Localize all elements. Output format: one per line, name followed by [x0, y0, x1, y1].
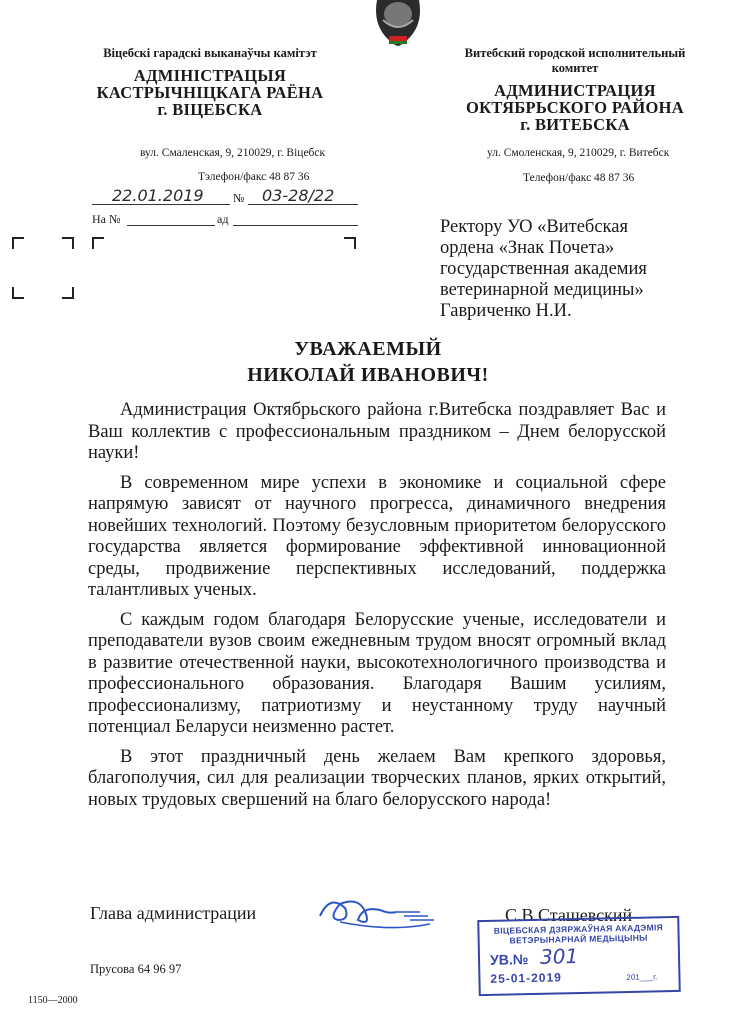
- from-underline: [233, 225, 358, 226]
- corner-mark-bottom-left-1: [12, 287, 24, 299]
- stamp-year-suffix: 201___г.: [626, 972, 658, 983]
- coat-of-arms-emblem: [369, 0, 427, 48]
- body-paragraph-4: В этот праздничный день желаем Вам крепкого здоровья, благополучия, сил для реализации творческих планов, ярких открытий, новых трудовых свершений на благо белорусского народа!: [88, 746, 666, 810]
- salutation-line2: НИКОЛАЙ ИВАНОВИЧ!: [247, 364, 489, 386]
- stamp-number-label: УВ.№: [489, 951, 529, 968]
- date-underline: [92, 204, 230, 205]
- registration-stamp: [477, 916, 681, 996]
- admin-line2-ru: ОКТЯБРЬСКОГО РАЙОНА: [466, 98, 684, 117]
- body-paragraph-3: С каждым годом благодаря Белорусские ученые, исследователи и преподаватели вузов своим ежедневным трудом вносят огромный вклад в развитие отечественной науки, высокотехнологичного производства и профессионального образования. Благодаря Вашим усилиям, профессионализму, патриотизму и неустанному труду научный потенциал Беларуси неизменно растет.: [88, 609, 666, 737]
- letterhead-left: [90, 46, 330, 118]
- corner-mark-top-left-2: [62, 237, 74, 249]
- stamp-line2: ВЕТЭРЫНАРНАЙ МЕДЫЦЫНЫ: [509, 932, 648, 946]
- document-date: 22.01.2019: [112, 186, 204, 205]
- corner-mark-top-right-3: [344, 237, 356, 249]
- address-by: вул. Смаленская, 9, 210029, г. Віцебск: [140, 147, 326, 159]
- addressee-line: Ректору УО «Витебская: [440, 217, 628, 237]
- number-underline: [248, 204, 358, 205]
- admin-line1-by: АДМІНІСТРАЦЫЯ: [133, 66, 287, 85]
- committee-name-ru: Витебский городской исполнительный комитет: [464, 46, 686, 75]
- admin-line3-by: г. ВІЦЕБСКА: [157, 100, 263, 119]
- prepared-by: Прусова 64 96 97: [90, 962, 182, 976]
- corner-mark-top-left-3: [92, 237, 104, 249]
- salutation: [0, 336, 736, 388]
- address-ru: ул. Смоленская, 9, 210029, г. Витебск: [487, 147, 670, 159]
- admin-line3-ru: г. ВИТЕБСКА: [520, 115, 630, 134]
- reply-underline: [127, 225, 215, 226]
- reply-label: На №: [92, 212, 121, 226]
- signatory-name: С.В.Сташевский: [505, 905, 633, 925]
- handwritten-signature: [300, 886, 480, 936]
- admin-line1-ru: АДМИНИСТРАЦИЯ: [494, 81, 656, 100]
- phone-ru: Телефон/факс 48 87 36: [523, 172, 635, 184]
- letterhead-right: [440, 46, 710, 133]
- number-label: №: [233, 191, 245, 205]
- addressee-block: [440, 217, 720, 322]
- corner-mark-top-left-1: [12, 237, 24, 249]
- corner-mark-bottom-left-2: [62, 287, 74, 299]
- stamp-line1: ВІЦЕБСКАЯ ДЗЯРЖАЎНАЯ АКАДЭМІЯ: [493, 922, 664, 936]
- form-code: 1150—2000: [28, 995, 78, 1006]
- signature-title: Глава администрации: [90, 903, 257, 923]
- salutation-line1: УВАЖАЕМЫЙ: [294, 338, 442, 360]
- phone-by: Тэлефон/факс 48 87 36: [198, 171, 310, 183]
- addressee-line: ордена «Знак Почета»: [440, 238, 615, 258]
- body-paragraph-1: Администрация Октябрьского района г.Витебска поздравляет Вас и Ваш коллектив с профессиональным праздником – Днем белорусской науки!: [88, 400, 666, 463]
- stamp-date: 25-01-2019: [490, 970, 562, 986]
- addressee-line: государственная академия: [440, 259, 647, 279]
- document-number: 03-28/22: [262, 186, 335, 205]
- body-paragraph-2: В современном мире успехи в экономике и социальной сфере напрямую зависят от научного прогресса, динамичного внедрения новейших технологий. Поэтому безусловным приоритетом белорусского государства является формирование эффективной инновационной среды, продвижение перспективных исследований, поддержка талантливых ученых.: [88, 472, 666, 600]
- admin-line2-by: КАСТРЫЧНІЦКАГА РАЁНА: [96, 83, 324, 102]
- addressee-line: ветеринарной медицины»: [440, 280, 644, 300]
- stamp-number: 301: [539, 944, 579, 969]
- letter-body: [88, 400, 666, 819]
- committee-name-by: Віцебскі гарадскі выканаўчы камітэт: [103, 46, 317, 60]
- from-label: ад: [217, 212, 229, 226]
- addressee-line: Гавриченко Н.И.: [440, 301, 572, 321]
